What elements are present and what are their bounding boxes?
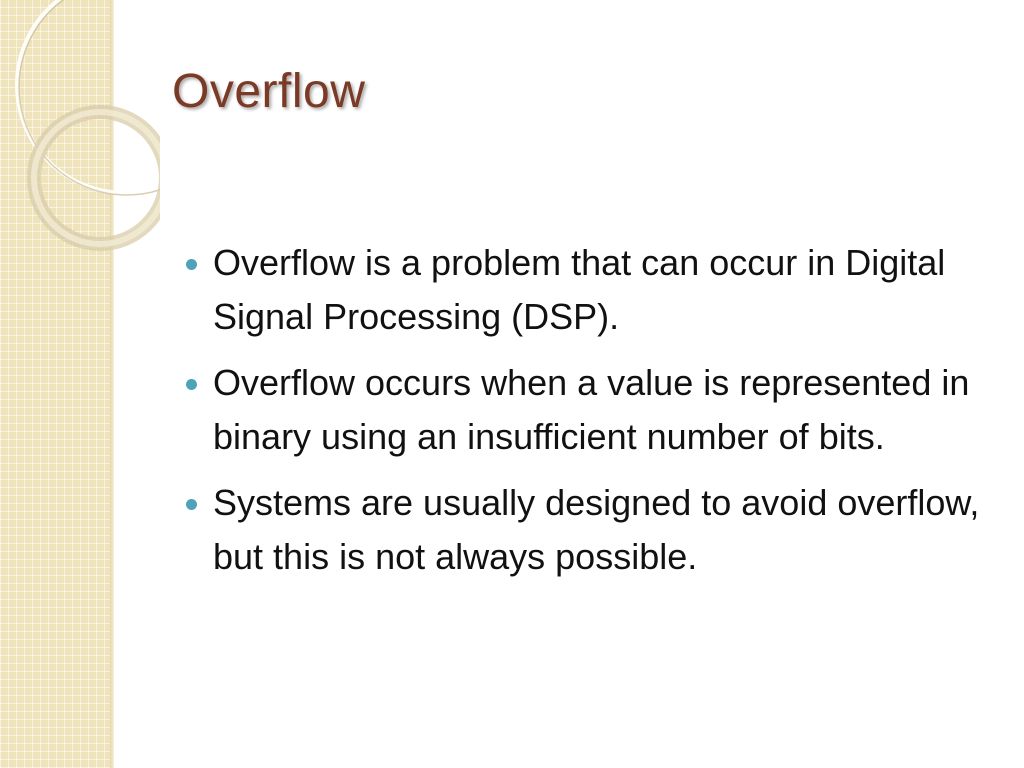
bullet-list xyxy=(184,236,994,596)
bullet-item xyxy=(184,236,994,344)
bullet-item xyxy=(184,356,994,464)
bullet-text: Overflow is a problem that can occur in Digital Signal Processing (DSP). xyxy=(213,242,946,337)
bullet-marker-icon xyxy=(186,259,197,270)
bullet-text: Overflow occurs when a value is represented in binary using an insufficient number of bits. xyxy=(213,362,970,457)
decorative-rings xyxy=(0,0,160,260)
bullet-marker-icon xyxy=(186,499,197,510)
bullet-marker-icon xyxy=(186,379,197,390)
bullet-text: Systems are usually designed to avoid overflow, but this is not always possible. xyxy=(213,482,980,577)
bullet-item xyxy=(184,476,994,584)
slide-title: Overflow xyxy=(172,65,366,118)
